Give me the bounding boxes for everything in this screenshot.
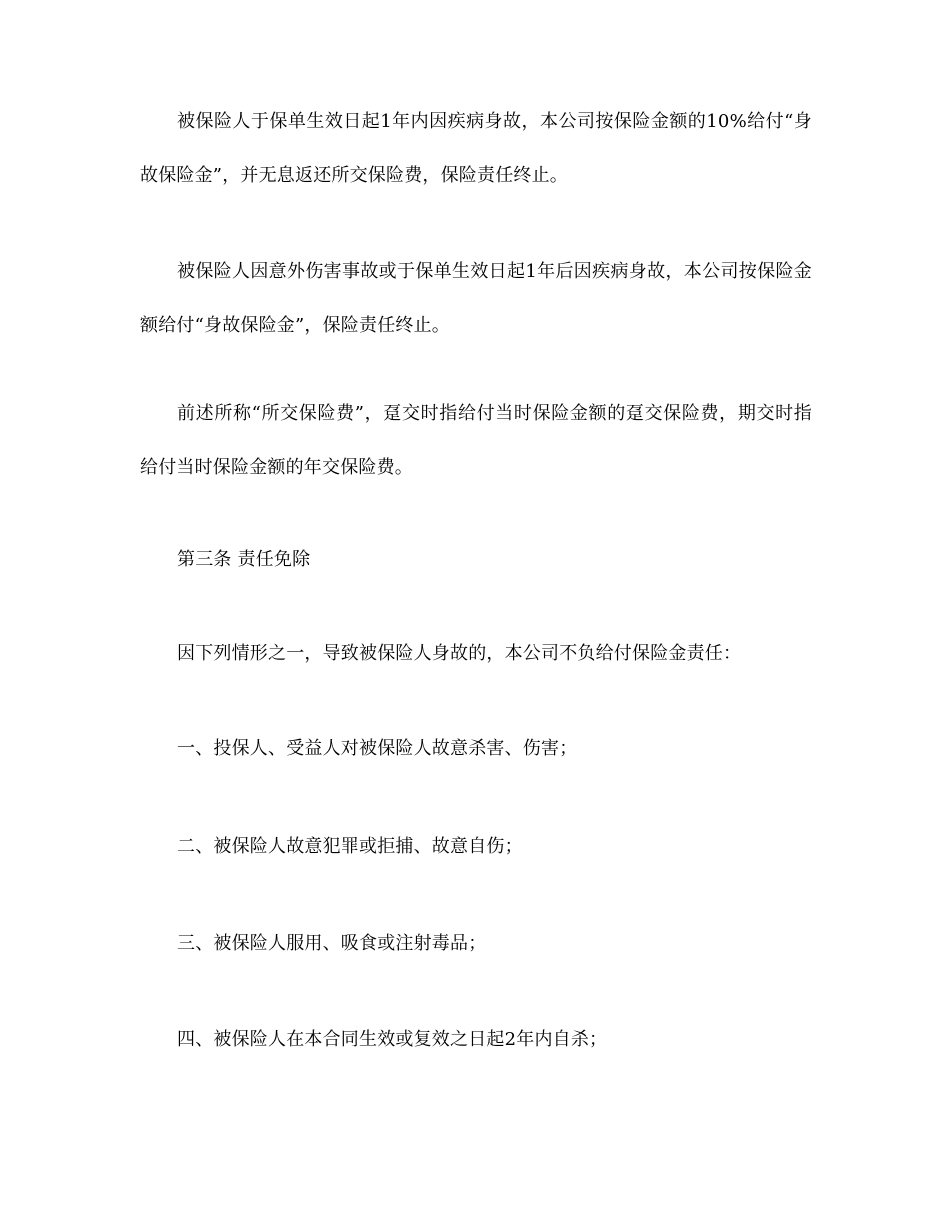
exclusion-item-1: 一、投保人、受益人对被保险人故意杀害、伤害； bbox=[177, 738, 578, 759]
exclusion-item-3: 三、被保险人服用、吸食或注射毒品； bbox=[177, 933, 487, 954]
exclusion-item-2: 二、被保险人故意犯罪或拒捕、故意自伤； bbox=[177, 836, 523, 857]
paragraph-exclusions-intro: 因下列情形之一，导致被保险人身故的，本公司不负给付保险金责任： bbox=[177, 643, 742, 664]
paragraph-premium-definition: 前述所称“所交保险费”，趸交时指给付当时保险金额的趸交保险费，期交时指给付当时保险金额的年交保险费。 bbox=[140, 403, 812, 478]
paragraph-death-benefit-accident: 被保险人因意外伤害事故或于保单生效日起1年后因疾病身故，本公司按保险金额给付“身故保险金”，保险责任终止。 bbox=[140, 261, 812, 336]
exclusion-item-4: 四、被保险人在本合同生效或复效之日起2年内自杀； bbox=[177, 1029, 608, 1050]
section-heading-exclusions: 第三条 责任免除 bbox=[177, 549, 311, 570]
paragraph-death-benefit-first-year: 被保险人于保单生效日起1年内因疾病身故，本公司按保险金额的10%给付“身故保险金”，并无息返还所交保险费，保险责任终止。 bbox=[140, 111, 812, 186]
